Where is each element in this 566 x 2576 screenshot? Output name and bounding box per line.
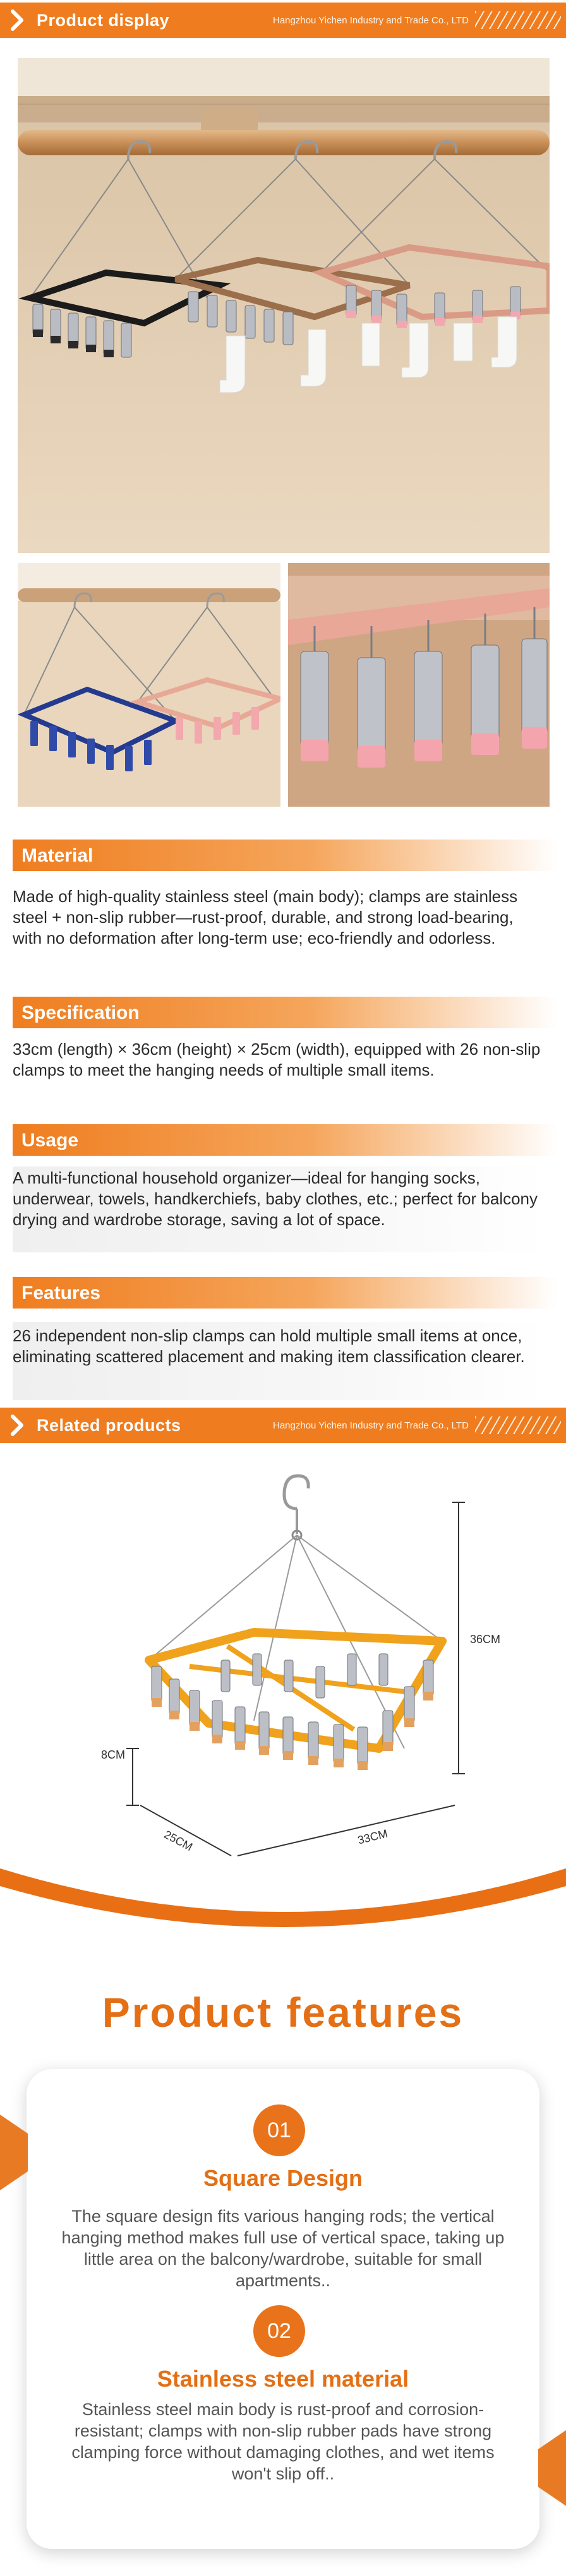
banner-title: Related products [37,1416,181,1435]
section-body-usage: A multi-functional household organizer—ideal for hanging socks, underwear, towels, handkerchiefs, baby clothes, etc.; perfect for balcony drying and wardrobe storage, saving a lot of space. [13,1168,538,1229]
feature-heading: Stainless steel material [157,2366,409,2392]
chevron-right-icon [9,8,27,32]
dimension-length-label: 33CM [356,1827,389,1847]
banner-stripes [475,1416,561,1434]
dimension-width-label: 25CM [162,1827,195,1854]
section-header-material [13,840,557,871]
detail-photo-clips-closeup [288,563,550,807]
section-body-features: 26 independent non-slip clamps can hold multiple small items at once, eliminating scattered placement and making item classification clearer. [13,1326,525,1366]
main-product-photo [18,58,550,553]
orange-wave-divider [0,1861,566,1949]
section-header-features [13,1277,557,1309]
banner-title: Product display [37,11,170,30]
banner-stripes [475,11,561,29]
related-products-banner [0,1408,566,1443]
section-header-usage [13,1124,557,1156]
banner-company: Hangzhou Yichen Industry and Trade Co., LTD [273,15,469,26]
section-heading: Material [21,845,93,866]
product-features-title: Product features [102,1989,464,2036]
feature-number-badge: 02 [253,2305,305,2357]
chevron-right-icon [9,1413,27,1437]
card-tab-right [538,2430,566,2506]
dimension-height-label: 36CM [470,1633,501,1646]
feature-number-badge: 01 [253,2104,305,2156]
section-heading: Usage [21,1130,79,1151]
section-body-specification: 33cm (length) × 36cm (height) × 25cm (width), equipped with 26 non-slip clamps to meet the hanging needs of multiple small items. [13,1040,541,1079]
dimension-clip-label: 8CM [101,1748,126,1761]
feature-description: Stainless steel main body is rust-proof and corrosion-resistant; clamps with non-slip rubber pads have strong clamping force without damaging clothes, and wet items won't slip off.. [71,2400,495,2483]
banner-company: Hangzhou Yichen Industry and Trade Co., LTD [273,1420,469,1431]
section-heading: Specification [21,1002,140,1023]
section-body-material: Made of high-quality stainless steel (main body); clamps are stainless steel + non-slip rubber—rust-proof, durable, and strong load-bearing, with no deformation after long-term use; eco-friendly and odorless. [13,887,518,947]
section-heading: Features [21,1283,101,1303]
feature-description: The square design fits various hanging rods; the vertical hanging method makes full use of vertical space, taking up little area on the balcony/wardrobe, suitable for small apartments.. [61,2207,505,2290]
feature-heading: Square Design [203,2165,363,2191]
product-display-banner [0,3,566,38]
section-header-specification [13,997,557,1028]
dimension-diagram [0,1452,566,1881]
detail-photo-blue-pink [18,563,280,807]
